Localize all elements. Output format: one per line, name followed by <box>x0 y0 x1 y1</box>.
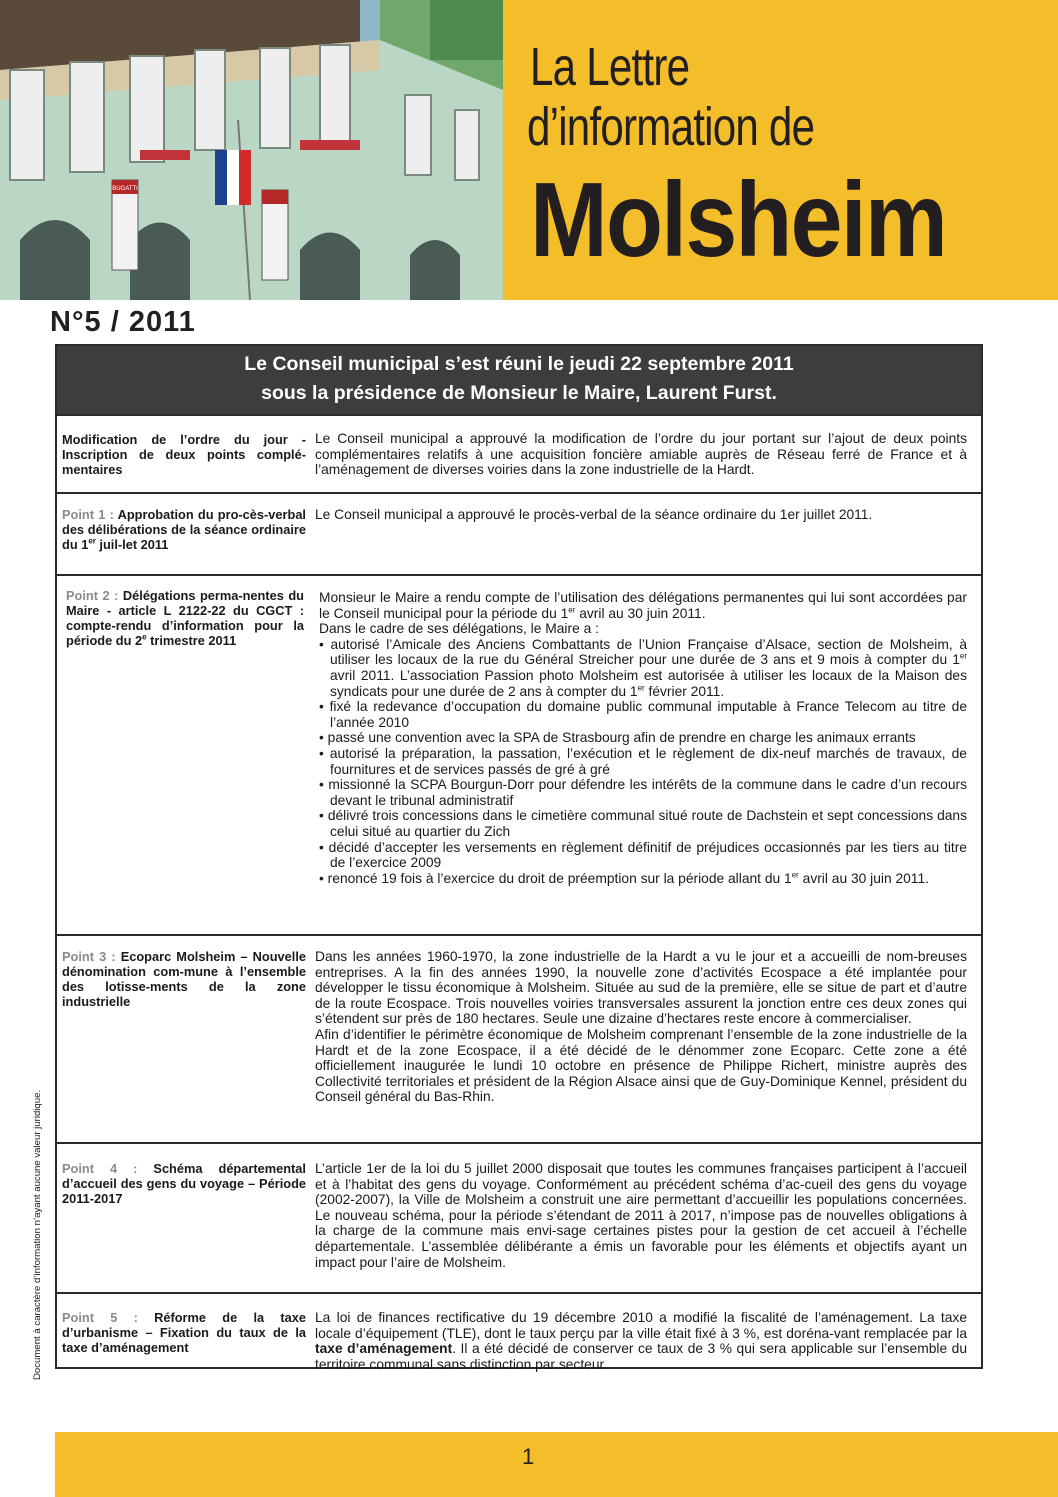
row-body: L’article 1er de la loi du 5 juillet 2000 disposait que toutes les communes françaises participent à l’accueil et à l’habitat des gens du voyage. Conformément au précédent schéma d’ac-cueil des gens du voyage (2002-2007), la Ville de Molsheim a construit une aire permettant d’accueillir les populations concernées. Le nouveau schéma, pour la période s’étendant de 2011 à 2017, n’impose pas de nouvelles obligations à la charge de la commune mais envi-sage certaines pistes pour la gestion de cet accueil à l’échelle départementale. L’assemblée délibérante a émis un favorable pour les éléments et objectifs ayant un impact pour l’aire de Molsheim. <box>315 1161 967 1270</box>
row-title <box>62 949 306 1009</box>
point-label: Point 3 : <box>62 949 116 964</box>
row-point-1 <box>57 492 981 574</box>
row-title: Modification de l’ordre du jour - Inscription de deux points complé-mentaires <box>62 432 306 477</box>
banner-line-1: Le Conseil municipal s’est réuni le jeudi 22 septembre 2011 <box>244 353 794 375</box>
row-title <box>66 588 304 648</box>
delegations-intro: Monsieur le Maire a rendu compte de l’utilisation des délégations permanentes qui lui sont accordées par le Conseil municipal pour la période du 1er avril au 30 juin 2011. <box>319 590 967 621</box>
row-body: Le Conseil municipal a approuvé la modification de l’ordre du jour portant sur l’ajout de deux points complémentaires relatifs à une acquisition foncière amiable auprès de Réseau ferré de France et à l’aménagement de diverses voiries dans la zone industrielle de la Hardt. <box>315 431 967 478</box>
point-title: Réforme de la taxe d’urbanisme – Fixation du taux de la taxe d’aménagement <box>62 1310 306 1355</box>
issue-number: N°5 / 2011 <box>50 306 196 338</box>
point-label: Point 4 : <box>62 1161 138 1176</box>
legal-disclaimer: Document à caractère d’information n’ayant aucune valeur juridique. <box>32 1089 43 1380</box>
ecoparc-history: Dans les années 1960-1970, la zone industrielle de la Hardt a vu le jour et a accueilli de nom-breuses entreprises. A la fin des années 1990, la nouvelle zone d’activités Ecospace a été implantée pour développer le tissu économique à Molsheim. Située au sud de la première, elle se situe de part et d’autre de la route Ecospace. Trois nouvelles voiries transversales assurent la jonction entre ces deux zones qui s’étendent sur près de 180 hectares. Seule une dizaine d’hectares reste encore à commercialiser. <box>315 949 967 1027</box>
ecoparc-decision: Afin d’identifier le périmètre économique de Molsheim comprenant l’ensemble de la zone industrielle de la Hardt et de la zone Ecospace, il a été décidé de le dénommer zone Ecoparc. Cette zone a été officiellement inaugurée le lundi 10 octobre en présence de Philippe Richert, ministre auprès des Collectivité territoriales et président de la Région Alsace ainsi que de Guy-Dominique Kennel, président du Conseil général du Bas-Rhin. <box>315 1026 967 1105</box>
tax-text-b: . Il a été décidé de conserver ce taux de 3 % qui sera applicable sur l’ensemble du territoire communal sans distinction par secteur. <box>315 1341 967 1372</box>
page-number: 1 <box>522 1444 535 1469</box>
point-label: Point 2 : <box>66 588 119 603</box>
title-information-de: d’information de <box>527 97 815 157</box>
point-label: Point 5 : <box>62 1310 138 1325</box>
session-banner <box>57 346 981 414</box>
town-hall-photo <box>0 0 503 300</box>
list-item: • délivré trois concessions dans le cimetière communal situé route de Dachstein et sept concessions dans celui situé au quartier du Zich <box>319 808 967 839</box>
row-title <box>62 1161 306 1206</box>
list-item: • autorisé l’Amicale des Anciens Combattants de l’Union Française d’Alsace, section de Molsheim, à utiliser les locaux de la rue du Général Streicher pour une durée de 3 ans et 9 mois à compter du 1er avril 2011. L’association Passion photo Molsheim est autorisée à utiliser les locaux de la Maison des syndicats pour une durée de 2 ans à compter du 1er février 2011. <box>319 637 967 699</box>
bugatti-banner-text: BUGATTI <box>112 186 138 192</box>
title-la-lettre: La Lettre <box>530 37 690 97</box>
tax-text-a: La loi de finances rectificative du 19 décembre 2010 a modifié la fiscalité de l’aménagement. La taxe locale d’équipement (TLE), dont le taux perçu par la ville était fixé à 3 %, est doréna-vant remplacée par la <box>315 1310 967 1341</box>
list-item: • passé une convention avec la SPA de Strasbourg afin de prendre en charge les animaux errants <box>319 730 967 746</box>
point-title: Schéma départemental d’accueil des gens du voyage – Période 2011-2017 <box>62 1161 306 1206</box>
row-title <box>62 1310 306 1355</box>
tax-text-bold: taxe d’aménagement <box>315 1341 453 1357</box>
row-point-5 <box>57 1292 981 1372</box>
town-hall-illustration <box>0 0 503 300</box>
row-point-2 <box>57 574 981 934</box>
row-body <box>315 949 967 1105</box>
list-item: • renoncé 19 fois à l’exercice du droit de préemption sur la période allant du 1er avril au 30 juin 2011. <box>319 871 967 887</box>
row-title <box>62 507 306 552</box>
point-title: Ecoparc Molsheim – Nouvelle dénomination com-mune à l’ensemble des lotisse-ments de la zone industrielle <box>62 949 306 1009</box>
point-title: Approbation du pro-cès-verbal des délibérations de la séance ordinaire du 1er juil-let 2011 <box>62 507 306 552</box>
delegations-intro-2: Dans le cadre de ses délégations, le Maire a : <box>319 621 599 637</box>
council-minutes-table <box>55 344 983 1372</box>
list-item: • autorisé la préparation, la passation, l’exécution et le règlement de dix-neuf marchés de travaux, de fournitures et de services passés de gré à gré <box>319 746 967 777</box>
row-point-3 <box>57 934 981 1142</box>
list-item: • décidé d’accepter les versements en règlement définitif de préjudices occasionnés par les tiers au titre de l’exercice 2009 <box>319 840 967 871</box>
row-point-4 <box>57 1142 981 1292</box>
point-title: Délégations perma-nentes du Maire - article L 2122-22 du CGCT : compte-rendu d’information pour la période du 2e trimestre 2011 <box>66 588 305 648</box>
title-molsheim: Molsheim <box>530 161 947 279</box>
delegations-list <box>319 637 967 887</box>
row-agenda-modification <box>57 414 981 492</box>
row-body: Le Conseil municipal a approuvé le procès-verbal de la séance ordinaire du 1er juillet 2011. <box>315 507 873 522</box>
banner-line-2: sous la présidence de Monsieur le Maire, Laurent Furst. <box>261 382 777 404</box>
row-body <box>319 590 967 886</box>
list-item: • fixé la redevance d’occupation du domaine public communal imputable à France Telecom au titre de l’année 2010 <box>319 699 967 730</box>
list-item: • missionné la SCPA Bourgun-Dorr pour défendre les intérêts de la commune dans le cadre d’un recours devant le tribunal administratif <box>319 777 967 808</box>
footer-band <box>55 1432 1058 1497</box>
row-body <box>315 1310 967 1372</box>
point-label: Point 1 : <box>62 507 114 522</box>
